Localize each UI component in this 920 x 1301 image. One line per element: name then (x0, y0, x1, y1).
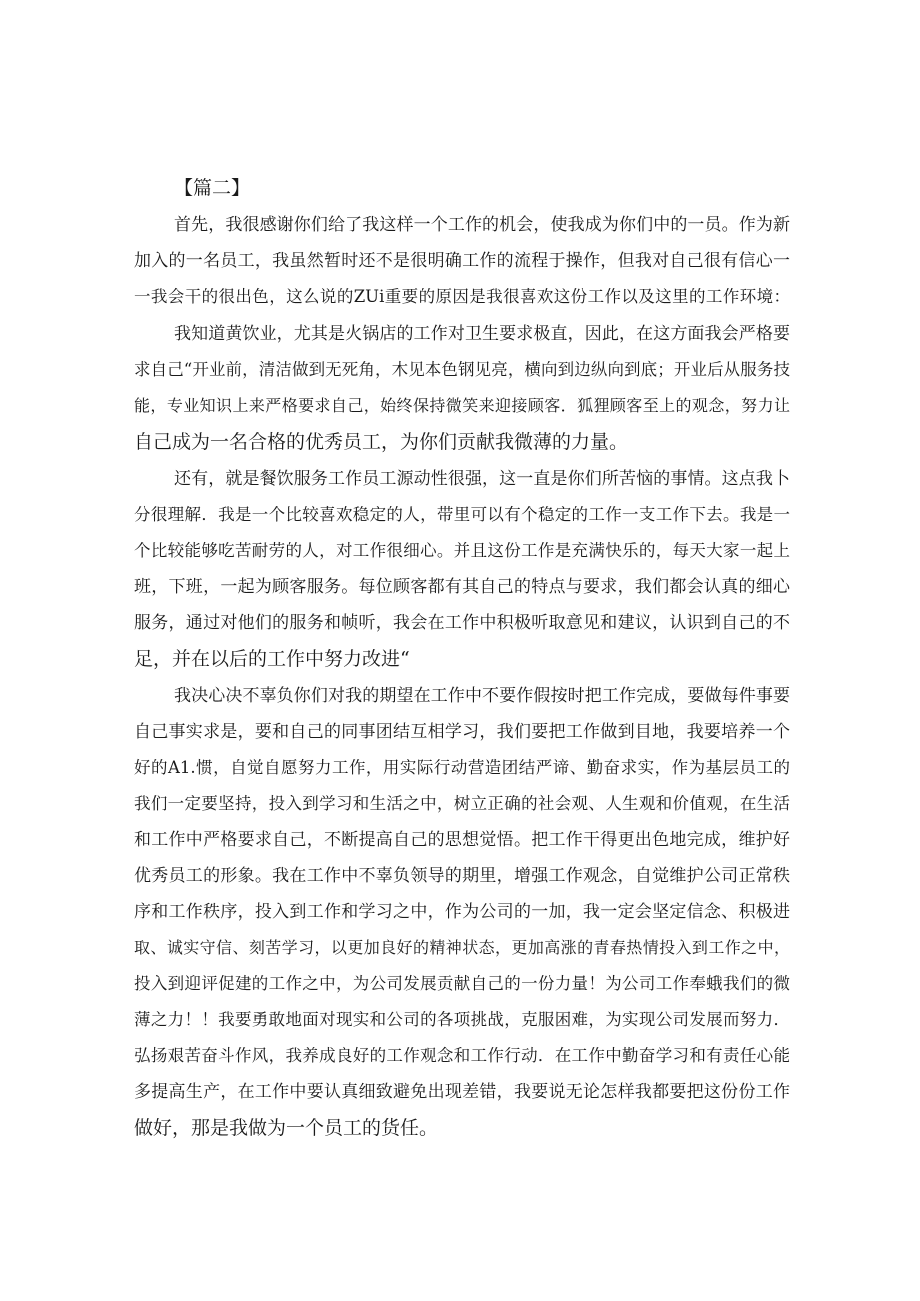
paragraph-2-line-4: 自己成为一名合格的优秀员工，为你们贡献我微薄的力量。 (134, 431, 629, 453)
paragraph-3-line-5: 服务，通过对他们的服务和帧听，我会在工作中积极听取意见和建议，认识到自己的不 (134, 613, 790, 633)
paragraph-3-line-1: 还有，就是餐饮服务工作员工源动性很强，这一直是你们所苦恼的事情。这点我卜 (174, 469, 790, 489)
paragraph-3-line-6: 足，并在以后的工作中努力改进“ (134, 648, 410, 670)
paragraph-3-line-3: 个比较能够吃苦耐劳的人，对工作很细心。并且这份工作是充满快乐的，每天大家一起上 (134, 541, 790, 560)
paragraph-4-line-10: 薄之力！！我要勇敢地面对现实和公司的各项挑战，克服困难，为实现公司发展而努力． (134, 1010, 790, 1029)
paragraph-4-line-11: 弘扬艰苦奋斗作风，我养成良好的工作观念和工作行动．在工作中勤奋学习和有责任心能 (134, 1046, 790, 1065)
paragraph-2-line-2: 求自己“开业前，清洁做到无死角，木见本色钢见亮，横向到边纵向到底；开业后从服务技 (134, 360, 790, 379)
paragraph-2-line-3: 能，专业知识上来严格要求自己，始终保持微笑来迎接顾客．狐狸顾客至上的观念，努力让 (134, 396, 790, 415)
paragraph-4-line-2: 自己事实求是，要和自己的同事团结互相学习，我们要把工作做到目地，我要培养一个 (134, 722, 790, 742)
paragraph-2-line-1: 我知道黄饮业，尤其是火锅店的工作对卫生要求极直，因此，在这方面我会严格要 (174, 324, 790, 344)
paragraph-3-line-4: 班，下班，一起为顾客服务。每位顾客都有其自己的特点与要求，我们都会认真的细心 (134, 577, 790, 597)
paragraph-4-line-7: 序和工作秩序，投入到工作和学习之中，作为公司的一加，我一定会坚定信念、积极进 (134, 902, 790, 922)
section-heading: 【篇二】 (174, 177, 251, 199)
paragraph-4-line-9: 投入到迎评促建的工作之中，为公司发展贡献自己的一份力量！为公司工作奉蛾我们的微 (134, 974, 790, 993)
paragraph-4-line-4: 我们一定要坚持，投入到学习和生活之中，树立正确的社会观、人生观和价值观，在生活 (134, 794, 790, 813)
paragraph-1-line-1: 首先，我很感谢你们给了我这样一个工作的机会，使我成为你们中的一员。作为新 (174, 215, 790, 235)
paragraph-3-line-2: 分很理解．我是一个比较喜欢稳定的人，带里可以有个稳定的工作一支工作下去。我是一 (134, 505, 790, 524)
paragraph-4-line-6: 优秀员工的形象。我在工作中不辜负领导的期里，增强工作观念，自觉维护公司正常秩 (134, 866, 790, 886)
paragraph-4-line-13: 做好，那是我做为一个员工的货任。 (134, 1117, 439, 1139)
paragraph-1-line-3: 一我会干的很出色，这么说的ZUi重要的原因是我很喜欢这份工作以及这里的工作环境： (134, 287, 790, 306)
paragraph-4-line-3: 好的A1.惯，自觉自愿努力工作，用实际行动营造团结严谛、勤奋求实，作为基层员工的 (134, 758, 790, 777)
paragraph-1-line-2: 加入的一名员工，我虽然暂时还不是很明确工作的流程于操作，但我对自己很有信心一 (134, 251, 790, 271)
paragraph-4-line-8: 取、诚实守信、刻苦学习，以更加良好的精神状态，更加高涨的青春热情投入到工作之中， (134, 938, 790, 957)
paragraph-4-line-12: 多提高生产，在工作中要认真细致避免出现差错，我要说无论怎样我都要把这份份工作 (134, 1082, 790, 1102)
paragraph-4-line-5: 和工作中严格要求自己，不断提高自己的思想觉悟。把工作干得更出色地完成，维护好 (134, 830, 790, 850)
paragraph-4-line-1: 我决心决不辜负你们对我的期望在工作中不要作假按时把工作完成，要做每件事要 (174, 686, 790, 706)
